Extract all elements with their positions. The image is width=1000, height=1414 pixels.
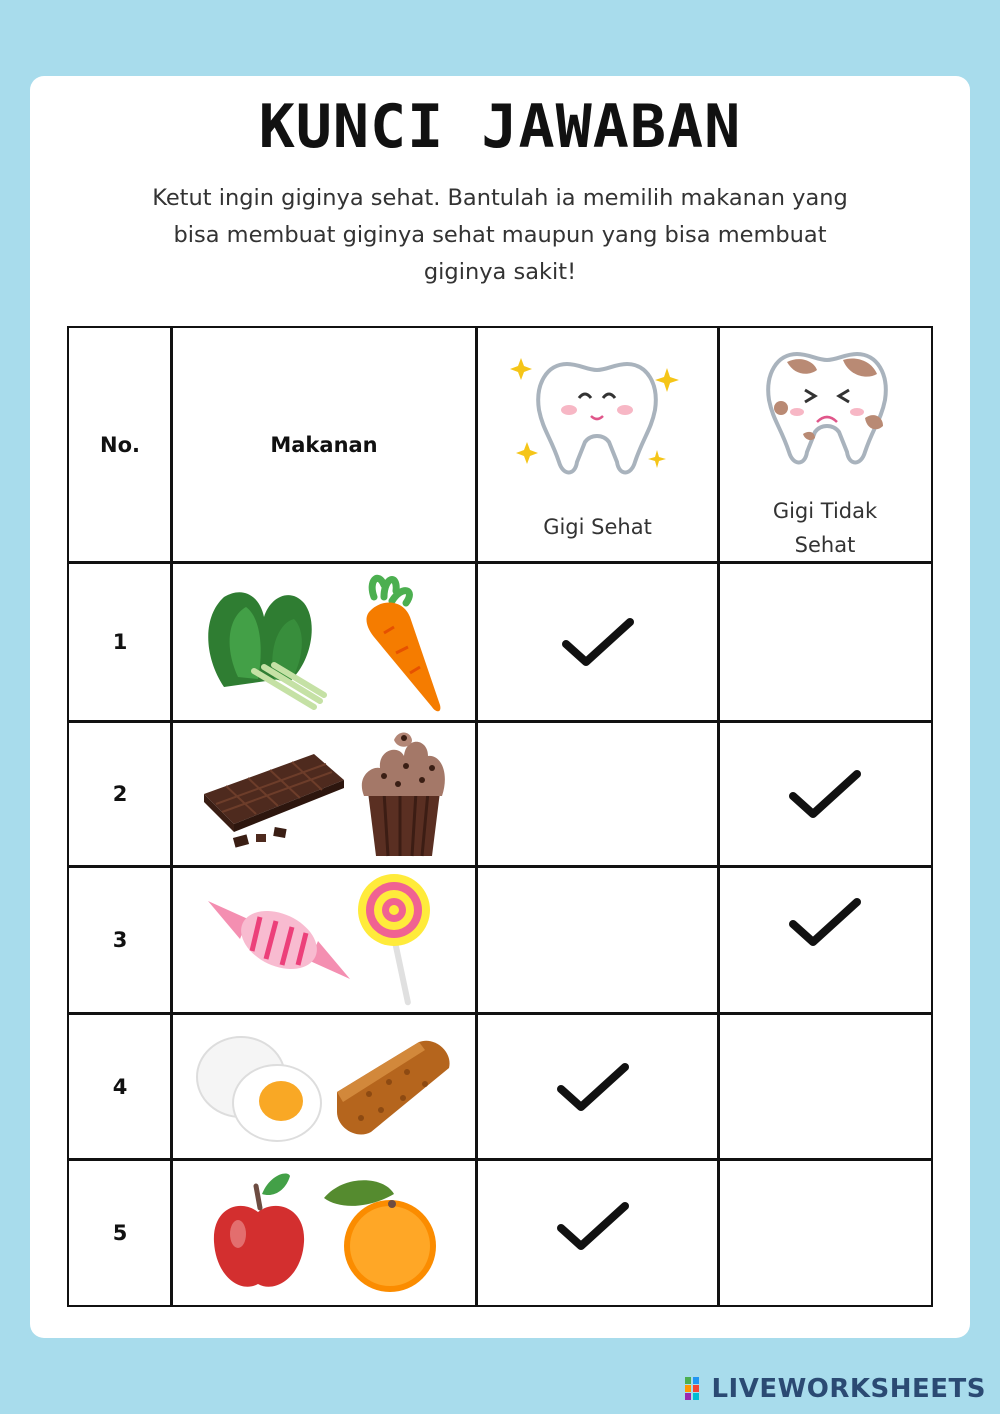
liveworksheets-brand-text: LIVEWORKSHEETS (711, 1374, 986, 1404)
candy-icon (204, 875, 354, 1005)
tempeh-icon (329, 1032, 459, 1142)
row-number: 4 (112, 1074, 128, 1099)
checkmark-icon (557, 1061, 629, 1113)
instructions-text: Ketut ingin giginya sehat. Bantulah ia memilih makanan yang bisa membuat giginya sehat maupun yang bisa membuat giginya sakit! (152, 185, 848, 285)
food-cell (170, 561, 478, 723)
row-number-cell (67, 1012, 173, 1161)
apple-icon (204, 1168, 314, 1298)
header-food-label: Makanan (270, 433, 378, 457)
healthy-answer-cell[interactable] (475, 1012, 720, 1161)
header-healthy-label: Gigi Sehat (543, 515, 652, 539)
orange-icon (314, 1168, 444, 1298)
food-cell (170, 1158, 478, 1307)
answer-table (67, 326, 933, 1307)
checkmark-icon (562, 616, 634, 668)
cupcake-icon (354, 726, 454, 862)
row-number: 5 (112, 1220, 128, 1245)
food-cell (170, 1012, 478, 1161)
header-food (170, 326, 478, 564)
header-unhealthy-line1: Gigi Tidak (772, 499, 878, 523)
row-number-cell (67, 865, 173, 1015)
boiled-egg-icon (189, 1027, 329, 1147)
chocolate-bar-icon (194, 734, 354, 854)
unhealthy-answer-cell[interactable] (717, 720, 933, 868)
header-unhealthy-label (719, 494, 931, 562)
unhealthy-tooth-icon (747, 346, 907, 486)
healthy-answer-cell[interactable] (475, 865, 720, 1015)
food-cell (170, 720, 478, 868)
row-number-cell (67, 561, 173, 723)
liveworksheets-logo-icon (685, 1377, 707, 1401)
checkmark-icon (789, 768, 861, 820)
unhealthy-answer-cell[interactable] (717, 1158, 933, 1307)
unhealthy-answer-cell[interactable] (717, 865, 933, 1015)
unhealthy-answer-cell[interactable] (717, 561, 933, 723)
row-number-cell (67, 720, 173, 868)
healthy-answer-cell[interactable] (475, 561, 720, 723)
healthy-answer-cell[interactable] (475, 720, 720, 868)
spinach-icon (194, 567, 344, 717)
carrot-icon (344, 567, 454, 717)
header-healthy (475, 326, 720, 564)
header-unhealthy (717, 326, 933, 564)
checkmark-icon (789, 896, 861, 948)
lollipop-icon (354, 870, 444, 1010)
page-title: KUNCI JAWABAN (258, 92, 742, 162)
liveworksheets-logo[interactable] (685, 1374, 986, 1404)
header-no-label: No. (100, 433, 140, 457)
row-number-cell (67, 1158, 173, 1307)
header-unhealthy-line2: Sehat (794, 533, 856, 557)
row-number: 1 (112, 630, 128, 654)
healthy-answer-cell[interactable] (475, 1158, 720, 1307)
food-cell (170, 865, 478, 1015)
unhealthy-answer-cell[interactable] (717, 1012, 933, 1161)
healthy-tooth-icon (507, 346, 687, 486)
row-number: 2 (112, 782, 128, 806)
checkmark-icon (557, 1200, 629, 1252)
header-no (67, 326, 173, 564)
row-number: 3 (112, 928, 128, 952)
